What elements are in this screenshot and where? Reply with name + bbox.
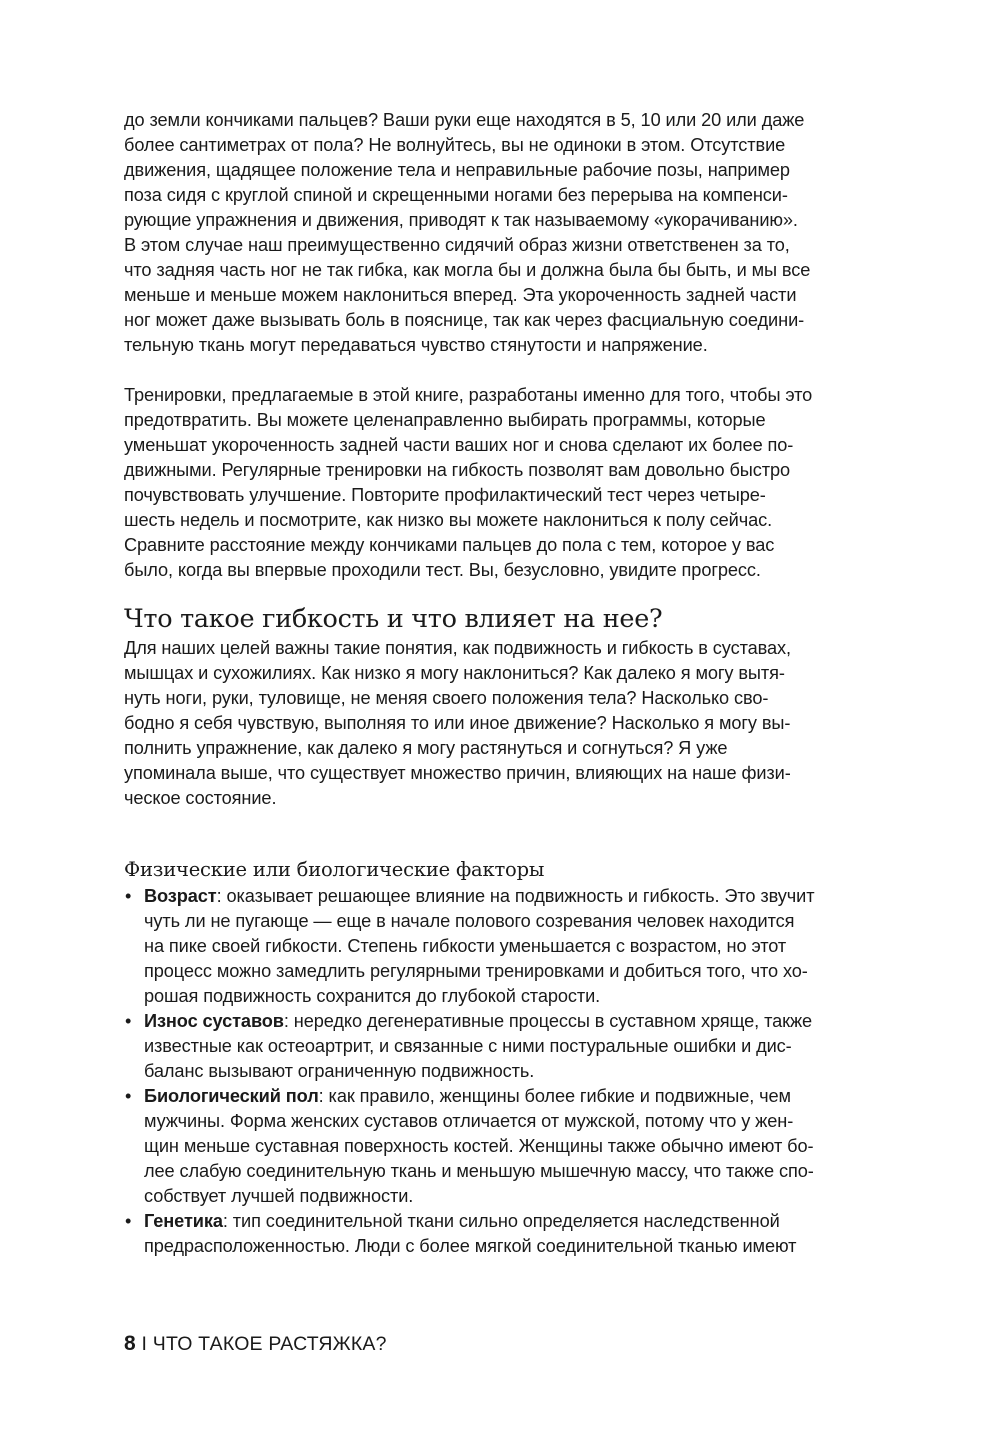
text-line xyxy=(144,1084,886,1109)
text-line: что задняя часть ног не так гибка, как могла бы и должна была бы быть, и мы все xyxy=(124,260,811,280)
text-line: бодно я себя чувствую, выполняя то или иное движение? Насколько я могу вы- xyxy=(124,713,791,733)
section-heading: Что такое гибкость и что влияет на нее? xyxy=(124,604,663,634)
text-line: уменьшат укороченность задней части ваших ног и снова сделают их более по- xyxy=(124,435,794,455)
bullet-icon: • xyxy=(125,1211,132,1231)
term-definition: : нередко дегенеративные процессы в суставном хряще, также xyxy=(283,1011,813,1031)
list-item-genetics xyxy=(124,1209,886,1259)
text-line: ческое состояние. xyxy=(124,788,277,808)
text-line: Для наших целей важны такие понятия, как подвижность и гибкость в суставах, xyxy=(124,638,791,658)
term-definition: : как правило, женщины более гибкие и подвижные, чем xyxy=(318,1086,791,1106)
text-line xyxy=(144,884,886,909)
text-line: полнить упражнение, как далеко я могу растянуться и согнуться? Я уже xyxy=(124,738,728,758)
text-line: до земли кончиками пальцев? Ваши руки еще находятся в 5, 10 или 20 или даже xyxy=(124,110,805,130)
text-line: почувствовать улучшение. Повторите профилактический тест через четыре- xyxy=(124,485,766,505)
text-line: поза сидя с круглой спиной и скрещенными ногами без перерыва на компенси- xyxy=(124,185,788,205)
text-line: баланс вызывают ограниченную подвижность. xyxy=(144,1061,535,1081)
term-label: Возраст xyxy=(144,886,217,906)
text-line xyxy=(144,1209,886,1234)
body-paragraph-2 xyxy=(124,383,886,583)
text-line: более сантиметрах от пола? Не волнуйтесь, вы не одиноки в этом. Отсутствие xyxy=(124,135,786,155)
text-line: шесть недель и посмотрите, как низко вы можете наклониться к полу сейчас. xyxy=(124,510,773,530)
term-definition: : тип соединительной ткани сильно определяется наследственной xyxy=(222,1211,780,1231)
list-item-biological-sex xyxy=(124,1084,886,1209)
text-line: движными. Регулярные тренировки на гибкость позволят вам довольно быстро xyxy=(124,460,790,480)
text-line: Сравните расстояние между кончиками пальцев до пола с тем, которое у вас xyxy=(124,535,775,555)
text-line: рошая подвижность сохранится до глубокой старости. xyxy=(144,986,601,1006)
chapter-title: ЧТО ТАКОЕ РАСТЯЖКА? xyxy=(152,1333,387,1355)
term-definition: : оказывает решающее влияние на подвижность и гибкость. Это звучит xyxy=(216,886,815,906)
page-body xyxy=(124,108,886,1259)
text-line: тельную ткань могут передаваться чувство стянутости и напряжение. xyxy=(124,335,708,355)
text-line: мышцах и сухожилиях. Как низко я могу наклониться? Как далеко я могу вытя- xyxy=(124,663,785,683)
footer-separator: I xyxy=(141,1333,148,1355)
text-line: процесс можно замедлить регулярными тренировками и добиться того, что хо- xyxy=(144,961,808,981)
body-paragraph-3 xyxy=(124,636,886,811)
term-label: Износ суставов xyxy=(144,1011,284,1031)
text-line: было, когда вы впервые проходили тест. Вы, безусловно, увидите прогресс. xyxy=(124,560,761,580)
page-footer xyxy=(124,1330,387,1358)
text-line: лее слабую соединительную ткань и меньшую мышечную массу, что также спо- xyxy=(144,1161,814,1181)
text-line: меньше и меньше можем наклониться вперед. Эта укороченность задней части xyxy=(124,285,797,305)
list-item-joint-wear xyxy=(124,1009,886,1084)
text-line: чуть ли не пугающе — еще в начале полового созревания человек находится xyxy=(144,911,795,931)
page-number: 8 xyxy=(124,1332,136,1355)
subsection-heading: Физические или биологические факторы xyxy=(124,858,545,881)
text-line: предрасположенностью. Люди с более мягкой соединительной тканью имеют xyxy=(144,1236,797,1256)
paragraph-spacer xyxy=(124,358,886,383)
text-line: известные как остеоартрит, и связанные с ними постуральные ошибки и дис- xyxy=(144,1036,792,1056)
factor-list xyxy=(124,884,886,1259)
bullet-icon: • xyxy=(125,1011,132,1031)
text-line: на пике своей гибкости. Степень гибкости уменьшается с возрастом, но этот xyxy=(144,936,787,956)
text-line: собствует лучшей подвижности. xyxy=(144,1186,414,1206)
text-line: предотвратить. Вы можете целенаправленно выбирать программы, которые xyxy=(124,410,766,430)
text-line: ног может даже вызывать боль в пояснице, так как через фасциальную соедини- xyxy=(124,310,805,330)
text-line: рующие упражнения и движения, приводят к так называемому «укорачиванию». xyxy=(124,210,798,230)
term-label: Биологический пол xyxy=(144,1086,319,1106)
body-paragraph-1 xyxy=(124,108,886,358)
term-label: Генетика xyxy=(144,1211,223,1231)
text-line: мужчины. Форма женских суставов отличается от мужской, потому что у жен- xyxy=(144,1111,794,1131)
text-line: движения, щадящее положение тела и неправильные рабочие позы, например xyxy=(124,160,790,180)
text-line xyxy=(144,1009,886,1034)
list-item-age xyxy=(124,884,886,1009)
text-line: щин меньше суставная поверхность костей. Женщины также обычно имеют бо- xyxy=(144,1136,814,1156)
text-line: В этом случае наш преимущественно сидячий образ жизни ответственен за то, xyxy=(124,235,790,255)
bullet-icon: • xyxy=(125,886,132,906)
text-line: нуть ноги, руки, туловище, не меняя своего положения тела? Насколько сво- xyxy=(124,688,769,708)
text-line: упоминала выше, что существует множество причин, влияющих на наше физи- xyxy=(124,763,791,783)
text-line: Тренировки, предлагаемые в этой книге, разработаны именно для того, чтобы это xyxy=(124,385,813,405)
bullet-icon: • xyxy=(125,1086,132,1106)
